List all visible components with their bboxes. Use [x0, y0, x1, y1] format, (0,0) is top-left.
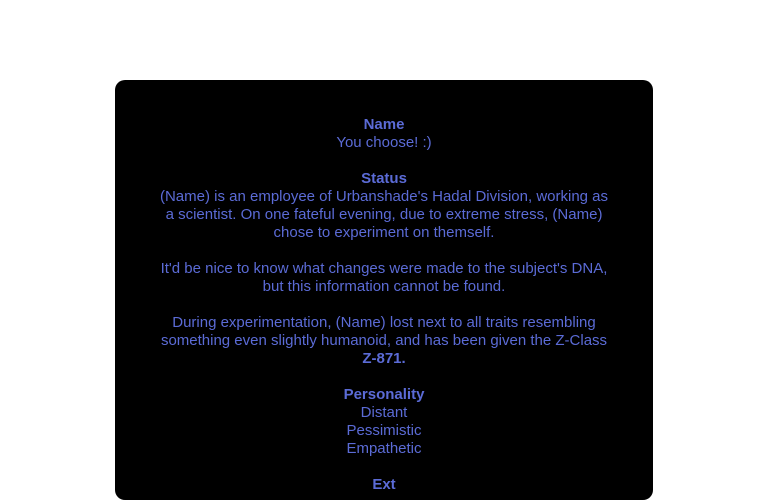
personality-trait: Pessimistic [346, 422, 422, 439]
status-paragraph-2: It'd be nice to know what changes were made to the subject's DNA, but this information cannot be found. [160, 260, 608, 295]
spacer [155, 458, 613, 476]
spacer [155, 368, 613, 386]
status-paragraph-3-text: During experimentation, (Name) lost next to all traits resembling something even slightly humanoid, and has been given the Z-Class [160, 314, 608, 349]
personality-trait: Empathetic [346, 440, 422, 457]
status-heading: Status [361, 170, 407, 187]
next-section-heading: Ext [372, 476, 396, 493]
personality-heading: Personality [343, 386, 425, 403]
spacer [155, 152, 613, 170]
personality-trait: Distant [360, 404, 408, 421]
name-heading: Name [363, 116, 405, 133]
spacer [155, 296, 613, 314]
spacer [155, 242, 613, 260]
status-paragraph-3 [155, 314, 613, 368]
profile-card [115, 80, 653, 500]
status-paragraph-1: (Name) is an employee of Urbanshade's Hadal Division, working as a scientist. On one fateful evening, due to extreme stress, (Name) chose to experiment on themself. [159, 188, 609, 241]
z-class-designation: Z-871. [362, 350, 406, 367]
name-value: You choose! :) [336, 134, 432, 151]
